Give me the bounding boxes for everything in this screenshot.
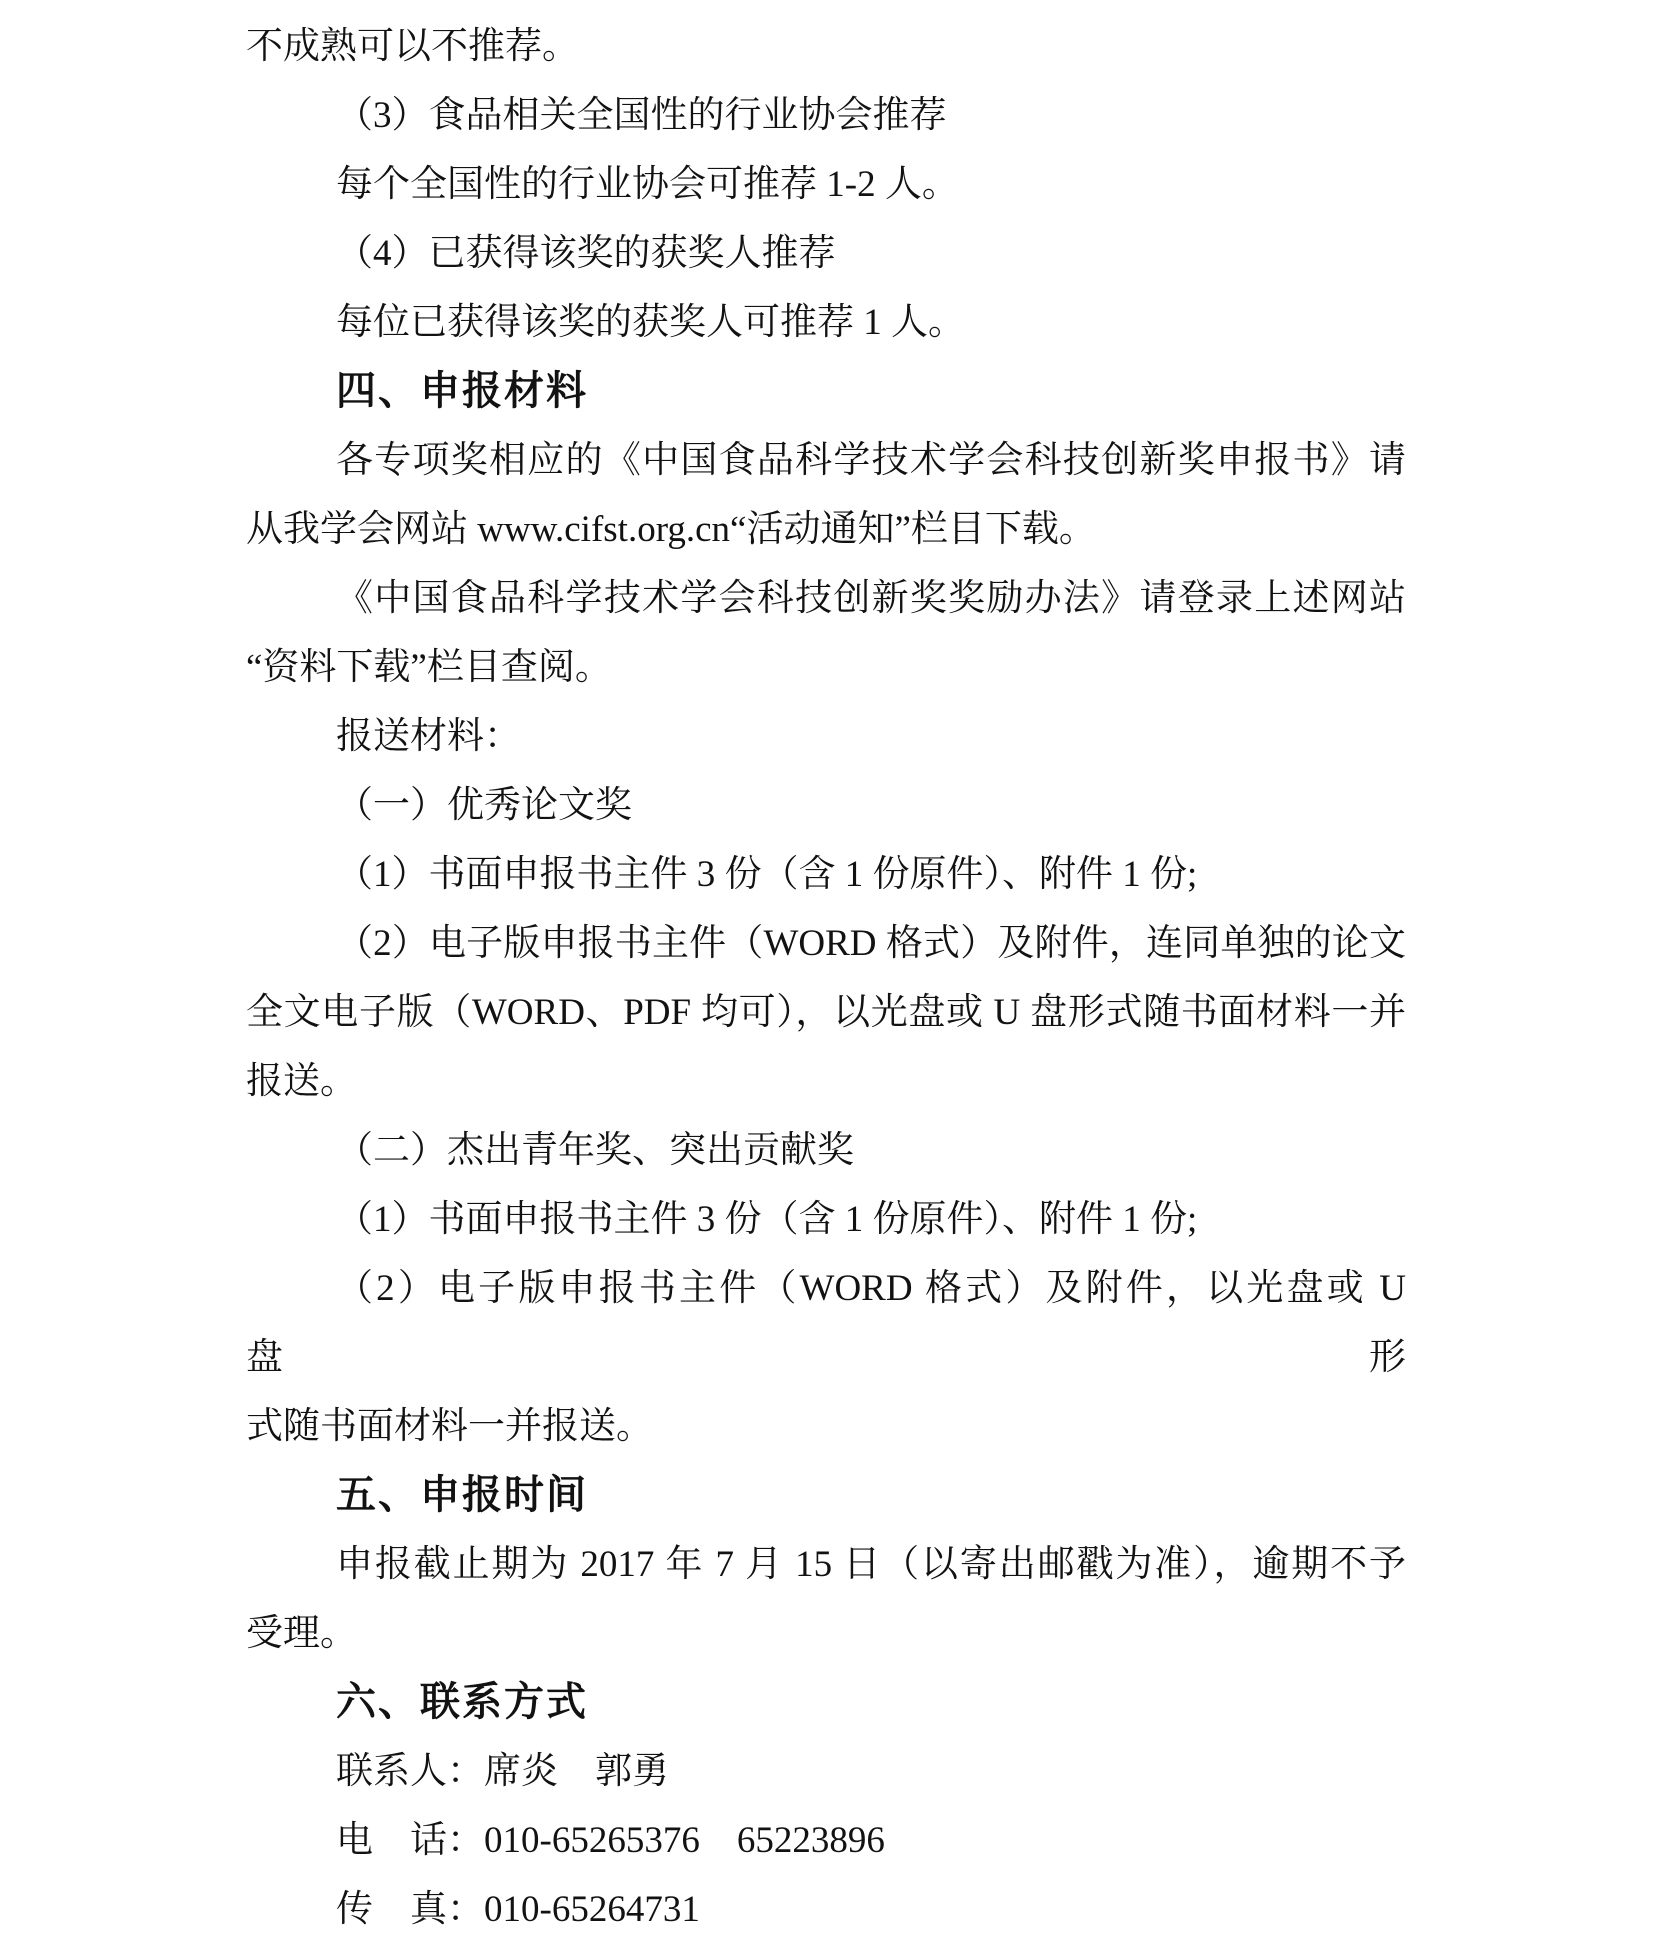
doc-line-contact-phone: 电 话：010-65265376 65223896 [336,1820,885,1861]
doc-line: 《中国食品科学技术学会科技创新奖奖励办法》请登录上述网站 [336,578,1406,619]
doc-line: 全文电子版（WORD、PDF 均可），以光盘或 U 盘形式随书面材料一并 [246,992,1406,1033]
doc-line-deadline: 申报截止期为 2017 年 7 月 15 日（以寄出邮戳为准），逾期不予 [336,1544,1406,1585]
doc-line: （4）已获得该奖的获奖人推荐 [336,233,836,274]
doc-line: 报送材料： [336,716,521,757]
doc-line-website: 从我学会网站 www.cifst.org.cn“活动通知”栏目下载。 [246,509,1096,550]
doc-line: 各专项奖相应的《中国食品科学技术学会科技创新奖申报书》请 [336,440,1406,481]
doc-line: 式随书面材料一并报送。 [246,1406,653,1447]
doc-line: （二）杰出青年奖、突出贡献奖 [336,1130,854,1171]
doc-line: 不成熟可以不推荐。 [246,26,579,67]
doc-line: “资料下载”栏目查阅。 [246,647,612,688]
doc-line: （2）电子版申报书主件（WORD 格式）及附件，连同单独的论文 [336,923,1406,964]
doc-line: （一）优秀论文奖 [336,785,632,826]
doc-line: （1）书面申报书主件 3 份（含 1 份原件）、附件 1 份; [336,1199,1198,1240]
section-heading-4: 四、申报材料 [336,369,588,413]
doc-line-contact-fax: 传 真：010-65264731 [336,1889,700,1930]
doc-line-contact-names: 联系人：席炎 郭勇 [336,1751,669,1792]
doc-line: 受理。 [246,1613,357,1654]
doc-line: 每位已获得该奖的获奖人可推荐 1 人。 [336,302,965,343]
doc-line: （3）食品相关全国性的行业协会推荐 [336,95,947,136]
doc-line: （1）书面申报书主件 3 份（含 1 份原件）、附件 1 份; [336,854,1198,895]
section-heading-6: 六、联系方式 [336,1680,588,1724]
doc-line: 报送。 [246,1061,357,1102]
section-heading-5: 五、申报时间 [336,1473,588,1517]
doc-line: 每个全国性的行业协会可推荐 1-2 人。 [336,164,959,205]
doc-line: （2）电子版申报书主件（WORD 格式）及附件，以光盘或 U 盘形 [246,1268,1406,1378]
